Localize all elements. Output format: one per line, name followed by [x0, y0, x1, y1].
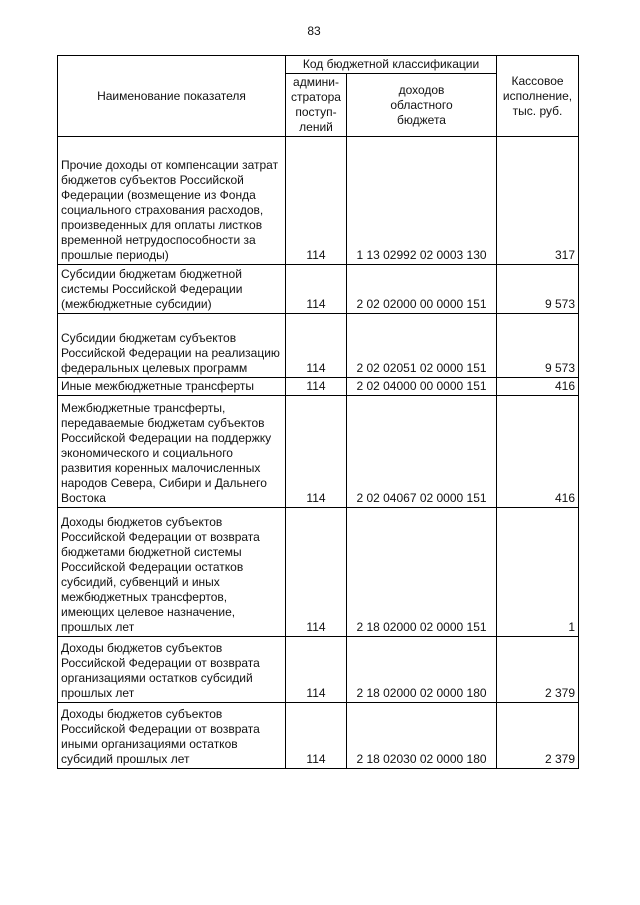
table-row	[58, 137, 579, 265]
table-row	[58, 314, 579, 378]
header-admin: админи- стратора поступ- лений	[286, 74, 347, 137]
row-name: Субсидии бюджетам бюджетной системы Российской Федерации (межбюджетные субсидии)	[58, 265, 286, 314]
row-name: Прочие доходы от компенсации затрат бюджетов субъектов Российской Федерации (возмещение из Фонда социального страхования расходов, произведенных для оплаты листков временной нетрудоспособности за прошлые периоды)	[58, 137, 286, 265]
header-name: Наименование показателя	[58, 56, 286, 137]
row-amount: 416	[497, 378, 579, 396]
row-admin: 114	[286, 396, 347, 508]
header-row-1	[58, 56, 579, 74]
row-code: 2 02 04000 00 0000 151	[347, 378, 497, 396]
table-row	[58, 396, 579, 508]
row-code: 2 18 02000 02 0000 180	[347, 637, 497, 703]
table-row	[58, 378, 579, 396]
header-amount: Кассовое исполнение, тыс. руб.	[497, 56, 579, 137]
row-amount: 317	[497, 137, 579, 265]
table-body	[58, 137, 579, 769]
row-amount: 9 573	[497, 265, 579, 314]
row-code: 2 02 04067 02 0000 151	[347, 396, 497, 508]
table-row	[58, 508, 579, 637]
row-amount: 1	[497, 508, 579, 637]
row-amount: 416	[497, 396, 579, 508]
row-code: 1 13 02992 02 0003 130	[347, 137, 497, 265]
row-name: Доходы бюджетов субъектов Российской Федерации от возврата иными организациями остатков субсидий прошлых лет	[58, 703, 286, 769]
row-admin: 114	[286, 703, 347, 769]
row-admin: 114	[286, 508, 347, 637]
page-number: 83	[307, 24, 321, 38]
row-name: Межбюджетные трансферты, передаваемые бюджетам субъектов Российской Федерации на поддержку экономического и социального развития коренных малочисленных народов Севера, Сибири и Дальнего Востока	[58, 396, 286, 508]
row-admin: 114	[286, 637, 347, 703]
table-row	[58, 265, 579, 314]
row-admin: 114	[286, 378, 347, 396]
row-code: 2 02 02051 02 0000 151	[347, 314, 497, 378]
row-name: Субсидии бюджетам субъектов Российской Федерации на реализацию федеральных целевых программ	[58, 314, 286, 378]
row-admin: 114	[286, 265, 347, 314]
header-code-group: Код бюджетной классификации	[286, 56, 497, 74]
row-name: Иные межбюджетные трансферты	[58, 378, 286, 396]
row-code: 2 02 02000 00 0000 151	[347, 265, 497, 314]
budget-table	[57, 55, 579, 769]
row-amount: 2 379	[497, 703, 579, 769]
table-row	[58, 637, 579, 703]
row-amount: 2 379	[497, 637, 579, 703]
row-code: 2 18 02000 02 0000 151	[347, 508, 497, 637]
row-code: 2 18 02030 02 0000 180	[347, 703, 497, 769]
row-amount: 9 573	[497, 314, 579, 378]
header-income: доходов областного бюджета	[347, 74, 497, 137]
table-row	[58, 703, 579, 769]
row-admin: 114	[286, 314, 347, 378]
row-name: Доходы бюджетов субъектов Российской Федерации от возврата бюджетами бюджетной системы Российской Федерации остатков субсидий, субвенций и иных межбюджетных трансфертов, имеющих целевое назначение, прошлых лет	[58, 508, 286, 637]
row-admin: 114	[286, 137, 347, 265]
row-name: Доходы бюджетов субъектов Российской Федерации от возврата организациями остатков субсидий прошлых лет	[58, 637, 286, 703]
